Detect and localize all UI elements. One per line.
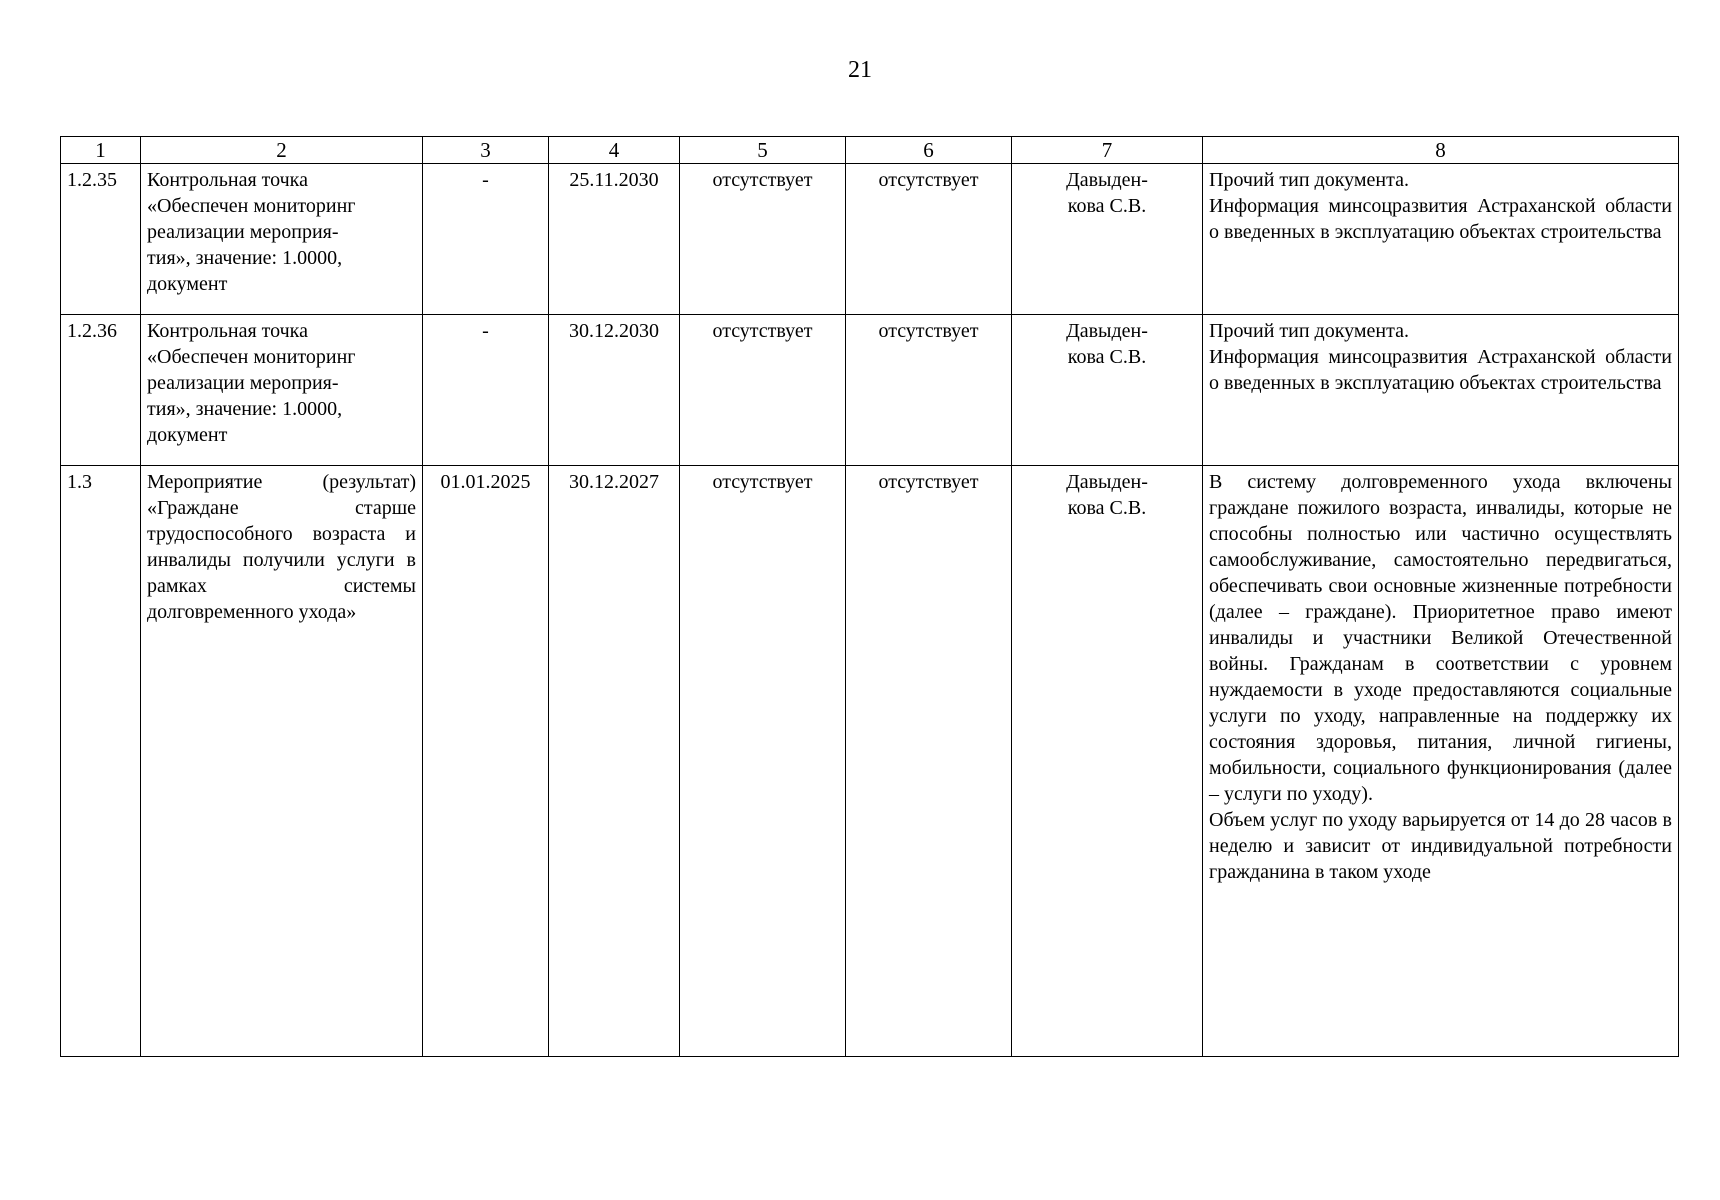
- row-end-date: 25.11.2030: [549, 164, 680, 315]
- row-name-text: Мероприятие (результат) «Граждане старше трудоспособного возраста и инвалиды получили услуги в рамках системы долговременного ухода»: [147, 471, 416, 623]
- row-name-line: документ: [147, 424, 228, 446]
- table-row: [61, 315, 1679, 466]
- header-col-5: 5: [680, 137, 846, 164]
- header-col-8: 8: [1203, 137, 1679, 164]
- responsible-line: Давыден-: [1066, 320, 1148, 342]
- description-paragraph: Прочий тип документа.: [1209, 320, 1409, 342]
- row-name-line: «Обеспечен мониторинг: [147, 195, 356, 217]
- responsible-line: кова С.В.: [1067, 346, 1147, 368]
- row-description: [1203, 164, 1679, 315]
- header-col-3: 3: [423, 137, 549, 164]
- row-name-line: тия», значение: 1.0000,: [147, 247, 343, 269]
- row-name: [141, 466, 423, 1057]
- row-name-line: тия», значение: 1.0000,: [147, 398, 343, 420]
- header-row: [61, 137, 1679, 164]
- description-paragraph: В систему долговременного ухода включены граждане пожилого возраста, инвалиды, которые не способны полностью или частично осуществлять самообслуживание, самостоятельно передвигаться, обеспечивать свои основные жизненные потребности (далее – граждане). Приоритетное право имеют инвалиды и участники Великой Отечественной войны. Гражданам в соответствии с уровнем нуждаемости в уходе предоставляются социальные услуги по уходу, направленные на поддержку их состояния здоровья, питания, личной гигиены, мобильности, социального функционирования (далее – услуги по уходу).: [1209, 471, 1672, 805]
- header-col-2: 2: [141, 137, 423, 164]
- row-name: [141, 164, 423, 315]
- row-end-date: 30.12.2027: [549, 466, 680, 1057]
- row-col6: отсутствует: [846, 466, 1012, 1057]
- description-paragraph: Информация минсоцразвития Астраханской области о введенных в эксплуатацию объектах строительства: [1209, 346, 1672, 394]
- header-col-4: 4: [549, 137, 680, 164]
- row-name-line: документ: [147, 273, 228, 295]
- row-name-line: реализации мероприя-: [147, 221, 339, 243]
- responsible-line: Давыден-: [1066, 169, 1148, 191]
- row-number: 1.2.36: [61, 315, 141, 466]
- row-start-date: -: [423, 315, 549, 466]
- header-col-7: 7: [1012, 137, 1203, 164]
- row-responsible: [1012, 315, 1203, 466]
- page-number: 21: [848, 57, 872, 83]
- table-row: [61, 466, 1679, 1057]
- row-end-date: 30.12.2030: [549, 315, 680, 466]
- responsible-line: кова С.В.: [1067, 195, 1147, 217]
- row-description: [1203, 315, 1679, 466]
- row-name-line: Контрольная точка: [147, 320, 308, 342]
- row-col5: отсутствует: [680, 164, 846, 315]
- row-name-line: реализации мероприя-: [147, 372, 339, 394]
- responsible-line: Давыден-: [1066, 471, 1148, 493]
- description-paragraph: Информация минсоцразвития Астраханской области о введенных в эксплуатацию объектах строительства: [1209, 195, 1672, 243]
- measures-table: [60, 136, 1679, 1057]
- table-row: [61, 164, 1679, 315]
- row-start-date: -: [423, 164, 549, 315]
- row-col5: отсутствует: [680, 466, 846, 1057]
- row-col5: отсутствует: [680, 315, 846, 466]
- responsible-line: кова С.В.: [1067, 497, 1147, 519]
- header-col-1: 1: [61, 137, 141, 164]
- row-col6: отсутствует: [846, 164, 1012, 315]
- row-number: 1.3: [61, 466, 141, 1057]
- row-responsible: [1012, 164, 1203, 315]
- row-name-line: «Обеспечен мониторинг: [147, 346, 356, 368]
- row-name: [141, 315, 423, 466]
- row-name-line: Контрольная точка: [147, 169, 308, 191]
- description-paragraph: Объем услуг по уходу варьируется от 14 до 28 часов в неделю и зависит от индивидуальной потребности гражданина в таком уходе: [1209, 809, 1672, 883]
- description-paragraph: Прочий тип документа.: [1209, 169, 1409, 191]
- row-responsible: [1012, 466, 1203, 1057]
- row-number: 1.2.35: [61, 164, 141, 315]
- row-description: [1203, 466, 1679, 1057]
- row-col6: отсутствует: [846, 315, 1012, 466]
- row-start-date: 01.01.2025: [423, 466, 549, 1057]
- header-col-6: 6: [846, 137, 1012, 164]
